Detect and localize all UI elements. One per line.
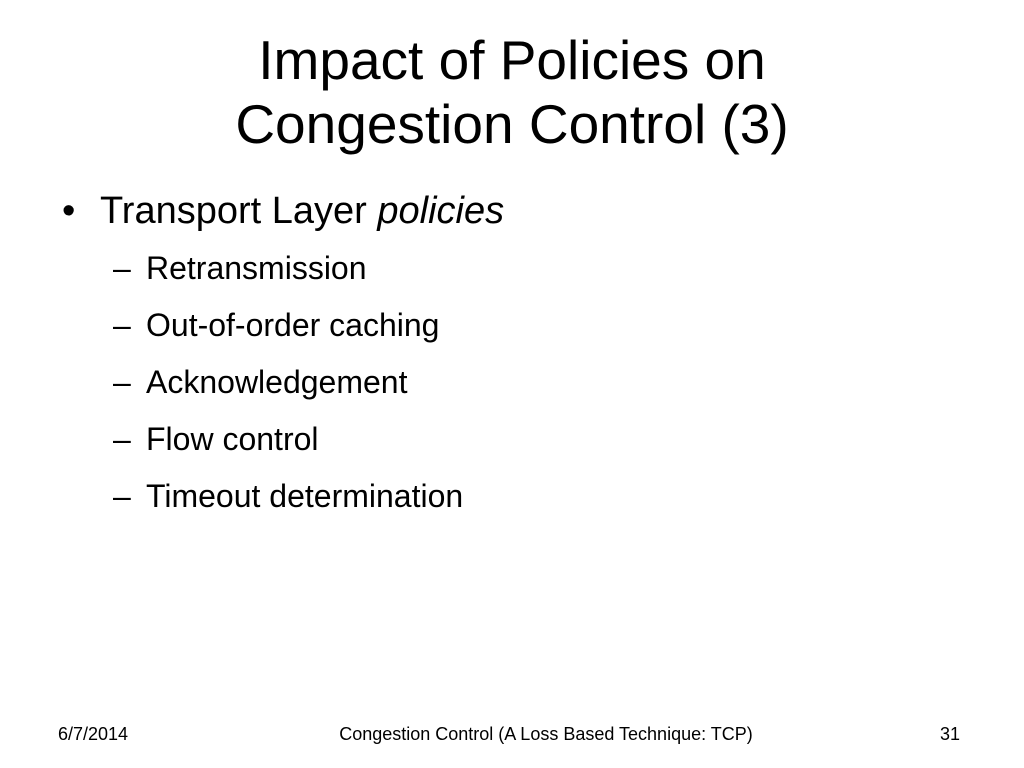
- sub-bullet-out-of-order-caching: [62, 297, 962, 354]
- bullet-emphasis: policies: [377, 190, 505, 232]
- slide-body: [62, 186, 962, 525]
- slide-title: [0, 28, 1024, 156]
- sub-bullet-marker: –: [113, 478, 131, 514]
- sub-bullet-retransmission: [62, 240, 962, 297]
- sub-bullet-timeout-determination: [62, 468, 962, 525]
- footer-title: Congestion Control (A Loss Based Technique: TCP): [339, 724, 753, 744]
- sub-bullet-marker: –: [113, 307, 131, 343]
- bullet-transport-layer-policies: [62, 186, 962, 236]
- sub-bullet-flow-control: [62, 411, 962, 468]
- sub-bullet-marker: –: [113, 364, 131, 400]
- slide-title-line-2: Congestion Control (3): [235, 93, 789, 155]
- sub-bullet-text: Timeout determination: [146, 478, 464, 514]
- sub-bullet-text: Retransmission: [146, 250, 367, 286]
- sub-bullet-list: [62, 240, 962, 525]
- bullet-text: Transport Layer: [100, 190, 378, 232]
- bullet-marker: •: [62, 190, 76, 232]
- sub-bullet-text: Flow control: [146, 421, 319, 457]
- sub-bullet-text: Acknowledgement: [146, 364, 408, 400]
- sub-bullet-marker: –: [113, 250, 131, 286]
- slide-title-line-1: Impact of Policies on: [258, 29, 766, 91]
- footer-page-number: 31: [940, 724, 961, 744]
- sub-bullet-marker: –: [113, 421, 131, 457]
- footer-date: 6/7/2014: [58, 724, 129, 744]
- sub-bullet-text: Out-of-order caching: [146, 307, 440, 343]
- sub-bullet-acknowledgement: [62, 354, 962, 411]
